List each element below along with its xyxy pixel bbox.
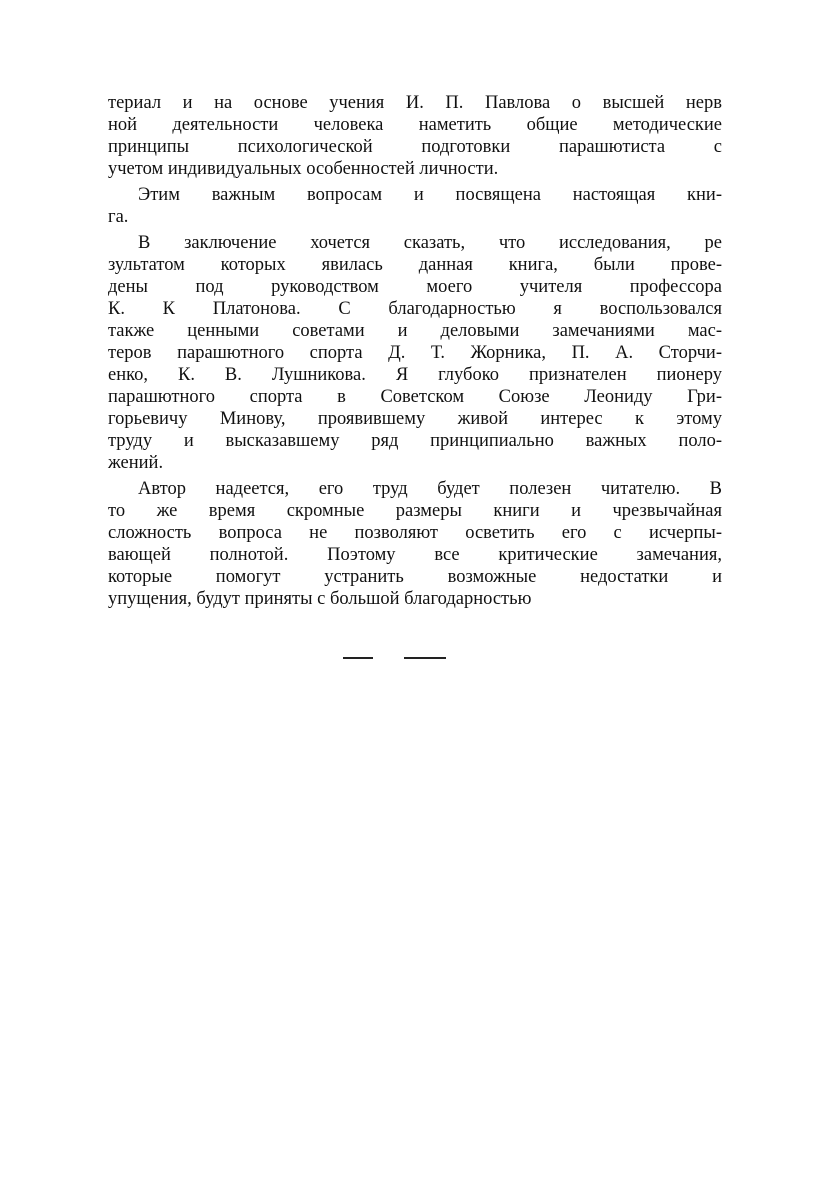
text-line: Этим важным вопросам и посвящена настоящая кни- <box>138 185 722 205</box>
text-line: теров парашютного спорта Д. Т. Жорника, П. А. Сторчи- <box>108 343 722 363</box>
text-line: К. К Платонова. С благодарностью я воспользовался <box>108 299 722 319</box>
text-line: вающей полнотой. Поэтому все критические замечания, <box>108 545 722 565</box>
paragraph <box>108 478 722 610</box>
text-line: зультатом которых явилась данная книга, были прове- <box>108 255 722 275</box>
text-line: териал и на основе учения И. П. Павлова о высшей нерв <box>108 93 722 113</box>
text-line: дены под руководством моего учителя профессора <box>108 277 722 297</box>
text-line: то же время скромные размеры книги и чрезвычайная <box>108 501 722 521</box>
text-line: которые помогут устранить возможные недостатки и <box>108 567 722 587</box>
end-rule-right <box>404 657 446 659</box>
document-body <box>108 92 722 610</box>
text-line: ной деятельности человека наметить общие методические <box>108 115 722 135</box>
paragraph <box>108 92 722 180</box>
paragraph <box>108 232 722 474</box>
text-line: енко, К. В. Лушникова. Я глубоко признателен пионеру <box>108 365 722 385</box>
text-line: жений. <box>108 453 164 473</box>
text-line: га. <box>108 207 129 227</box>
text-line: В заключение хочется сказать, что исследования, ре <box>138 233 722 253</box>
text-line: принципы психологической подготовки парашютиста с <box>108 137 722 157</box>
end-rule-left <box>343 657 373 659</box>
text-line: упущения, будут приняты с большой благодарностью <box>108 589 532 609</box>
paragraph <box>108 184 722 228</box>
text-line: труду и высказавшему ряд принципиально важных поло- <box>108 431 722 451</box>
text-line: сложность вопроса не позволяют осветить его с исчерпы- <box>108 523 722 543</box>
text-line: учетом индивидуальных особенностей личности. <box>108 159 499 179</box>
text-line: горьевичу Минову, проявившему живой интерес к этому <box>108 409 722 429</box>
text-line: также ценными советами и деловыми замечаниями мас- <box>108 321 722 341</box>
text-line: Автор надеется, его труд будет полезен читателю. В <box>138 479 722 499</box>
text-line: парашютного спорта в Советском Союзе Леониду Гри- <box>108 387 722 407</box>
